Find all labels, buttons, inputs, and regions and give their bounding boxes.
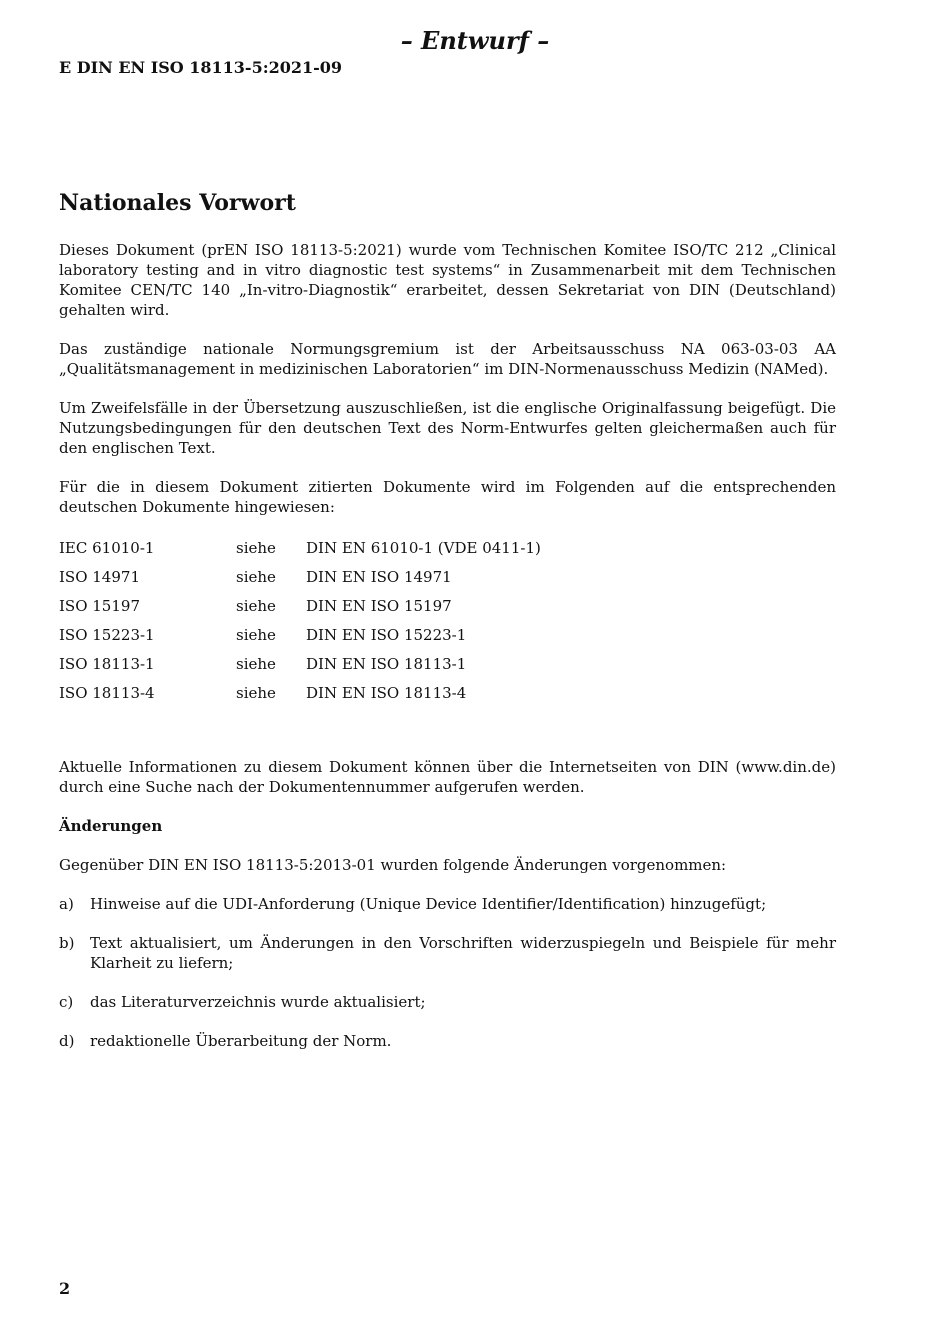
section-title: Nationales Vorwort <box>59 190 296 216</box>
draft-mark: – Entwurf – <box>400 26 550 55</box>
reference-see: siehe <box>236 626 276 644</box>
reference-row <box>59 684 541 713</box>
changes-intro: Gegenüber DIN EN ISO 18113-5:2013-01 wurden folgende Änderungen vorgenommen: <box>59 856 727 874</box>
reference-din: DIN EN ISO 18113-1 <box>306 655 467 673</box>
list-item <box>59 894 836 914</box>
reference-see: siehe <box>236 539 276 557</box>
list-item <box>59 933 836 973</box>
reference-intl: ISO 18113-4 <box>59 684 155 702</box>
changes-list <box>59 894 836 1051</box>
reference-din: DIN EN ISO 15197 <box>306 597 452 615</box>
list-item-text: Text aktualisiert, um Änderungen in den Vorschriften widerzuspiegeln und Beispiele für mehr Klarheit zu liefern; <box>90 934 836 972</box>
reference-intl: ISO 15223-1 <box>59 626 155 644</box>
reference-see: siehe <box>236 684 276 702</box>
changes-heading: Änderungen <box>59 817 163 835</box>
reference-intl: IEC 61010-1 <box>59 539 155 557</box>
page-number: 2 <box>59 1279 71 1298</box>
paragraph-references-intro: Für die in diesem Dokument zitierten Dokumente wird im Folgenden auf die entsprechenden deutschen Dokumente hingewiesen: <box>59 478 836 516</box>
list-item-label: b) <box>59 934 75 952</box>
reference-row <box>59 626 541 655</box>
list-item-label: c) <box>59 993 74 1011</box>
reference-see: siehe <box>236 655 276 673</box>
reference-din: DIN EN ISO 14971 <box>306 568 452 586</box>
page-content <box>59 188 836 1070</box>
reference-row <box>59 568 541 597</box>
document-code: E DIN EN ISO 18113-5:2021-09 <box>59 58 343 77</box>
reference-row <box>59 597 541 626</box>
paragraph-national-body: Das zuständige nationale Normungsgremium ist der Arbeitsausschuss NA 063-03-03 AA „Qualitätsmanagement in medizinischen Laboratorien“ im DIN-Normenausschuss Medizin (NAMed). <box>59 340 836 378</box>
reference-intl: ISO 15197 <box>59 597 140 615</box>
reference-din: DIN EN ISO 18113-4 <box>306 684 467 702</box>
reference-see: siehe <box>236 568 276 586</box>
reference-intl: ISO 14971 <box>59 568 140 586</box>
list-item-text: redaktionelle Überarbeitung der Norm. <box>90 1032 392 1050</box>
list-item-text: Hinweise auf die UDI-Anforderung (Unique Device Identifier/Identification) hinzugefügt; <box>90 895 767 913</box>
paragraph-translation: Um Zweifelsfälle in der Übersetzung auszuschließen, ist die englische Originalfassung beigefügt. Die Nutzungsbedingungen für den deutschen Text des Norm-Entwurfes gelten gleichermaßen auch für den englischen Text. <box>59 399 836 457</box>
list-item-text: das Literaturverzeichnis wurde aktualisiert; <box>90 993 426 1011</box>
list-item <box>59 1031 836 1051</box>
reference-see: siehe <box>236 597 276 615</box>
reference-table <box>59 539 541 713</box>
list-item-label: a) <box>59 895 74 913</box>
reference-din: DIN EN ISO 15223-1 <box>306 626 467 644</box>
reference-row <box>59 539 541 568</box>
reference-row <box>59 655 541 684</box>
paragraph-committee: Dieses Dokument (prEN ISO 18113-5:2021) wurde vom Technischen Komitee ISO/TC 212 „Clinical laboratory testing and in vitro diagnostic test systems“ in Zusammenarbeit mit dem Technischen Komitee CEN/TC 140 „In-vitro-Diagnostik“ erarbeitet, dessen Sekretariat von DIN (Deutschland) gehalten wird. <box>59 241 836 319</box>
paragraph-din-info: Aktuelle Informationen zu diesem Dokument können über die Internetseiten von DIN (www.din.de) durch eine Suche nach der Dokumentennummer aufgerufen werden. <box>59 758 836 796</box>
list-item-label: d) <box>59 1032 75 1050</box>
reference-din: DIN EN 61010-1 (VDE 0411-1) <box>306 539 541 557</box>
list-item <box>59 992 836 1012</box>
reference-intl: ISO 18113-1 <box>59 655 155 673</box>
